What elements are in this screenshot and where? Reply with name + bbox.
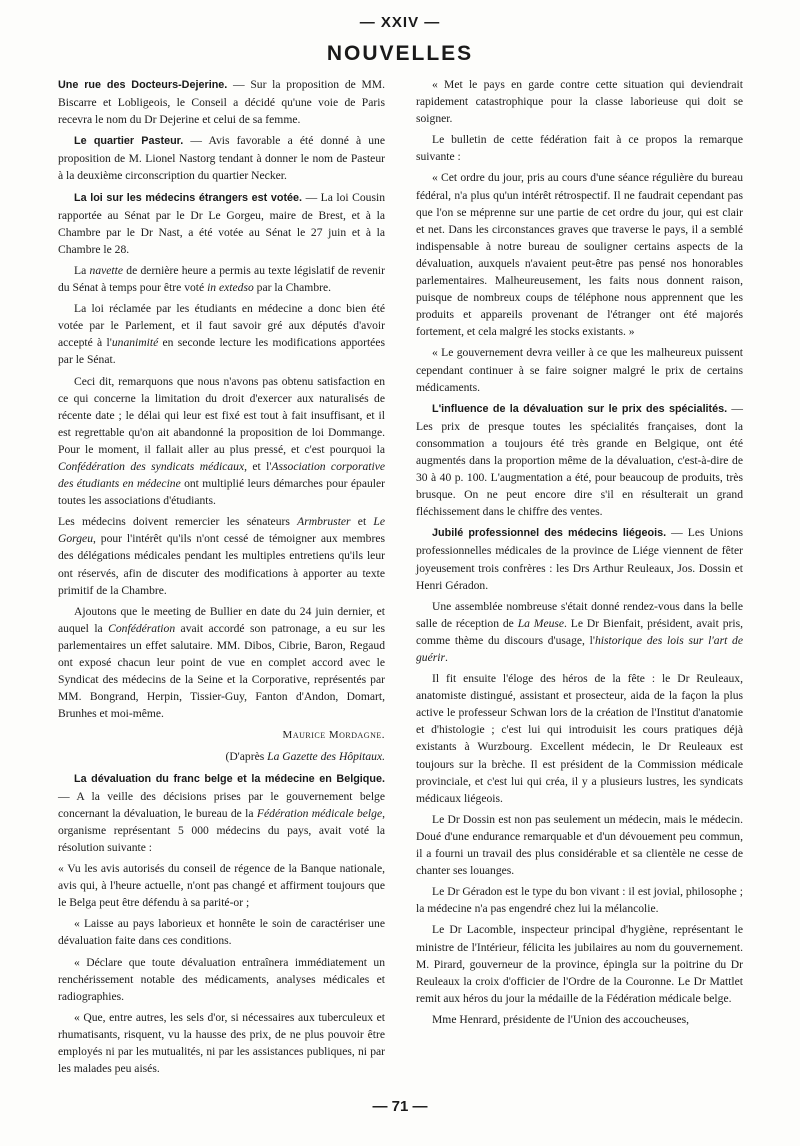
text-italic: Fédération médicale belge <box>256 806 383 820</box>
paragraph-assemblee <box>416 598 743 666</box>
article-heading: L'influence de la dévaluation sur le prix des spécialités. <box>432 402 728 415</box>
text-italic: navette <box>89 263 123 277</box>
text: par la Chambre. <box>253 281 332 295</box>
right-column <box>416 76 743 1032</box>
text: . <box>444 651 448 664</box>
article-heading: La dévaluation du franc belge et la médecine en Belgique. <box>74 772 385 785</box>
quote-laisse: « Laisse au pays laborieux et honnête le soin de caractériser une dévaluation faite dans ces conditions. <box>58 917 385 948</box>
article-heading: Jubilé professionnel des médecins liégeois. <box>432 527 667 540</box>
text: en seconde lecture les modifications apportées par le Sénat. <box>58 336 385 367</box>
signature-author: Maurice Mordagne. <box>282 729 385 742</box>
text: , organisme représentant 5 000 médecins du pays, avait voté la résolution suivante : <box>58 806 386 854</box>
article-body: — Avis favorable a été donné à une proposition de M. Lionel Nastorg tendant à donner le nom de Pasteur à la deuxième circonscription du quartier Necker. <box>58 134 385 183</box>
quote-cet-ordre: « Cet ordre du jour, pris au cours d'une séance régulière du bureau fédéral, n'a plus qu'un intérêt rétrospectif. Il ne faudrait cependant pas que l'on se méprenne sur une partie de cet ordre du jour, qui est clair et net. Dans les circonstances graves que traverse le pays, il a semblé indispensable à notre bureau de souligner certains aspects de la dévaluation, auxquels n'avaient peut-être pas pensé nos honorables parlementaires. Malheureusement, les faits nous donnent raison, puisque de nombreux coups de téléphone nous apprennent que les produits et appareils provenant de l'étranger ont été majorés fortement, et cela malgré les stocks existants. » <box>416 171 743 339</box>
page-roman-numeral: — XXIV — <box>359 14 441 31</box>
text-italic: historique des lois sur l'art de guérir <box>416 633 744 664</box>
signature <box>58 726 385 744</box>
text: , et l' <box>244 459 272 473</box>
paragraph-dossin: Le Dr Dossin est non pas seulement un médecin, mais le médecin. Doué d'une endurance remarquable et d'un dévouement peu commun, il a fourni un travail des plus considérable et sa clientèle ne cesse de chanter ses louanges. <box>416 812 743 878</box>
paragraph-geradon: Le Dr Géradon est le type du bon vivant : il est jovial, philosophe ; la médecine n'a pas engendré chez lui la mélancolie. <box>416 885 743 916</box>
paragraph-navette <box>58 262 385 296</box>
quote-declare: « Déclare que toute dévaluation entraînera immédiatement un renchérissement notable des médicaments, analyses médicales et radiographies. <box>58 955 385 1003</box>
text: de dernière heure a permis au texte législatif de revenir du Sénat à temps pour être voté <box>58 263 385 295</box>
article-body: — Les Unions professionnelles médicales de la province de Liége viennent de fêter joyeusement trois confrères : les Drs Arthur Reuleaux, Jos. Dossin et Henri Géradon. <box>416 526 744 592</box>
text-italic: La Meuse <box>517 616 565 630</box>
text-italic: Armbruster <box>297 515 351 529</box>
paragraph-eloge-reuleaux: Il fit ensuite l'éloge des héros de la fête : le Dr Reuleaux, anatomiste distingué, assistant et prosecteur, aida de la façon la plus active le professeur Schwan lors de la création de l'Institut d'anatomie et d'histologie ; c'est lui qui introduisit les cours pratiques déjà existants à Wurzbourg. Excellent médecin, le Dr Reuleaux est toujours sur la brèche. Il est président de la Commission médicale provinciale, et c'est lui qui créa, il y a plusieurs lustres, les syndicats médicaux liégeois. <box>416 672 743 805</box>
article-loi-medecins-etrangers <box>58 189 385 258</box>
paragraph-loi-reclamee <box>58 300 385 368</box>
paragraph-meeting-bullier <box>58 603 385 723</box>
text: et <box>350 515 374 529</box>
article-heading: La loi sur les médecins étrangers est votée. <box>74 191 303 204</box>
text-italic: La Gazette des Hôpitaux. <box>267 750 385 764</box>
article-heading: Le quartier Pasteur. <box>74 135 184 148</box>
article-quartier-pasteur <box>58 132 385 184</box>
text: ont multiplié leurs démarches pour épauler toutes les associations d'étudiants. <box>58 477 385 508</box>
article-rue-dejerine <box>58 76 385 128</box>
left-column <box>58 76 385 1081</box>
text: . Le Dr Bienfait, président, avait pris, comme thème du discours d'usage, l' <box>416 616 743 647</box>
text: La <box>74 263 90 277</box>
text: — A la veille des décisions prises par le gouvernement belge concernant la dévaluation, le bureau de la <box>58 789 385 820</box>
quote-vu-les-avis: « Vu les avis autorisés du conseil de régence de la Banque nationale, avis qui, à l'heure actuelle, n'ont pas changé et affirment toujours que le Belga peut être défendu à sa parité-or ; <box>58 862 385 910</box>
article-body: — La loi Cousin rapportée au Sénat par le Dr Le Gorgeu, maire de Brest, et à la Chambre par le Dr Nast, a été votée au Sénat le 27 juin et à la Chambre le 28. <box>58 190 385 256</box>
page-number: — 71 — <box>372 1098 428 1115</box>
paragraph-ceci-dit <box>58 373 385 510</box>
text-italic: unanimité <box>111 336 159 350</box>
text-italic: Confédération des syndicats médicaux <box>58 459 245 473</box>
text: , pour l'intérêt qu'ils n'ont cessé de témoigner aux membres des délégations médicales pendant les multiples entretiens qu'ils leur ont réservés, afin de discuter des modifications à apporter au texte primitif de la Chambre. <box>58 532 385 597</box>
quote-met-le-pays: « Met le pays en garde contre cette situation qui deviendrait rapidement catastrophique pour la classe laborieuse qui doit se soigner. <box>416 78 743 126</box>
text: La loi réclamée par les étudiants en médecine a donc bien été votée par le Parlement, et il faut savoir gré aux députés d'avoir accepté à l' <box>58 302 385 350</box>
article-body: — Les prix de presque toutes les spécialités françaises, dont la consommation a toujours été très grande en Belgique, ont été augmentés dans la proportion même de la dévaluation, c'est-à-dire de 30 à 40 p. 100. L'augmentation a été, pour beaucoup de produits, très brusque. On ne peut encore dire s'il en résulterait un grand fléchissement dans le chiffre des ventes. <box>416 401 743 519</box>
text: (D'après <box>225 750 268 764</box>
quote-sels-or: « Que, entre autres, les sels d'or, si nécessaires aux tuberculeux et rhumatisants, risquent, vu la hausse des prix, de ne plus pouvoir être employés ni par les mutualités, ni par les assistances publiques, ni par les malades peu aisés. <box>58 1010 385 1076</box>
text-italic: Confédération <box>108 621 176 635</box>
text-italic: Le Gorgeu <box>58 515 385 546</box>
article-jubile-liegeois <box>416 524 743 593</box>
paragraph-lacomble: Le Dr Lacomble, inspecteur principal d'hygiène, représentant le ministre de l'Intérieur, félicita les jubilaires au nom du gouvernement. M. Pirard, gouverneur de la province, épingla sur la poitrine du Dr Reuleaux la croix d'officier de l'Ordre de la Couronne. Le Dr Mattlet remit aux héros du jour la médaille de la Fédération médicale belge. <box>416 923 743 1005</box>
source-citation <box>58 748 385 765</box>
quote-gouvernement: « Le gouvernement devra veiller à ce que les malheureux puissent cependant continuer à se faire soigner malgré le prix de certains médicaments. <box>416 346 743 394</box>
article-body: — Sur la proposition de MM. Biscarre et Lobligeois, le Conseil a décidé qu'une voie de Paris recevra le nom du Dr Dejerine et celui de sa femme. <box>58 78 385 127</box>
paragraph-remercier <box>58 513 385 598</box>
paragraph-henrard: Mme Henrard, présidente de l'Union des accoucheuses, <box>432 1012 690 1026</box>
text: avait accordé son patronage, a eu sur les parlementaires un effet salutaire. MM. Dibos, Cibrie, Baron, Regaud ont exposé chacun leur point de vue en complet accord avec le Syndicat des médecins de la Seine et la Corporative, représentés par MM. Bongrand, Herpin, Tissier-Guy, Fanton d'Andon, Domart, Brunhes et moi-même. <box>58 621 385 721</box>
article-influence-devaluation <box>416 400 743 521</box>
text-italic: Association corporative des étudiants en médecine <box>58 459 386 491</box>
text: Ajoutons que le meeting de Bullier en date du 24 juin dernier, et auquel la <box>58 604 385 635</box>
text-italic: in extedso <box>207 281 254 295</box>
text: Les médecins doivent remercier les sénateurs <box>58 515 298 529</box>
page-title: NOUVELLES <box>326 42 474 65</box>
article-heading: Une rue des Docteurs-Dejerine. <box>58 79 228 91</box>
paragraph-bulletin: Le bulletin de cette fédération fait à ce propos la remarque suivante : <box>416 133 743 164</box>
article-devaluation-franc-belge <box>58 770 385 856</box>
text: Une assemblée nombreuse s'était donné rendez-vous dans la belle salle de réception de <box>416 599 743 630</box>
text: Ceci dit, remarquons que nous n'avons pas obtenu satisfaction en ce qui concerne la limitation du droit d'exercer aux naturalisés de récente date ; le délai qui leur est fixé est tout à fait insuffisant, et il est regrettable qu'on ait abandonné la proposition de loi Dommange. Pour le moment, il fallait aller au plus pressé, et c'est pourquoi la <box>58 374 385 456</box>
